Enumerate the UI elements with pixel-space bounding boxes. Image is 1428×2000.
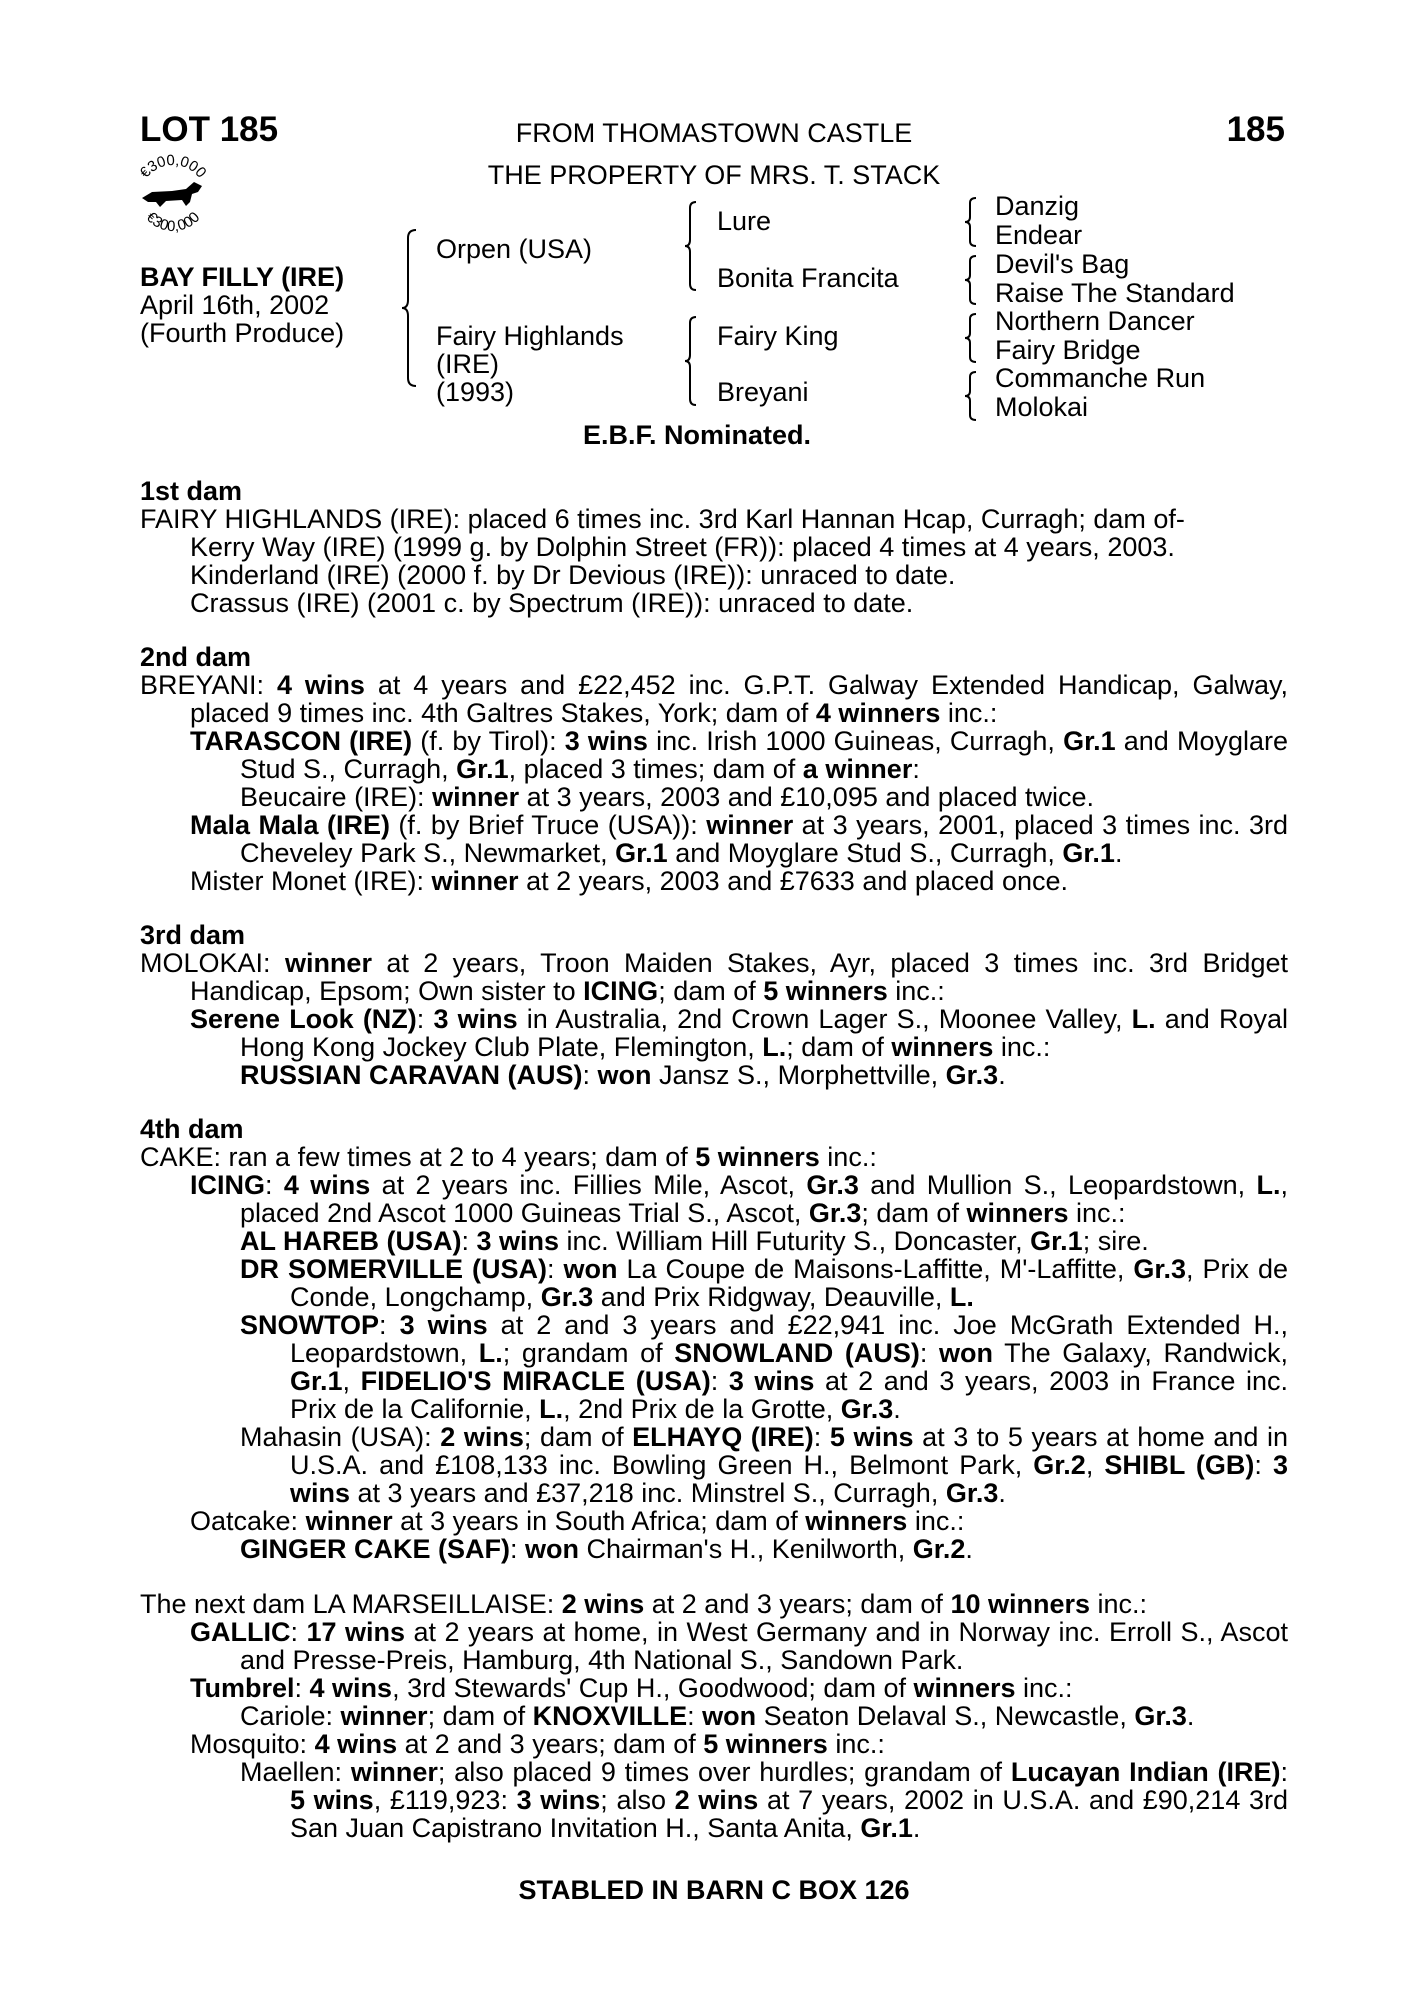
progeny-al-hareb: AL HAREB (USA): 3 wins inc. William Hill Futurity S., Doncaster, Gr.1; sire. [240,1226,1149,1256]
grandsire-1: Lure [717,206,772,236]
first-dam-section [140,477,1288,617]
progeny-3: Crassus (IRE) (2001 c. by Spectrum (IRE)): unraced to date. [190,588,914,618]
horse-produce: (Fourth Produce) [140,318,345,348]
brace-sire-dam [400,228,420,388]
progeny-tarascon: TARASCON (IRE) (f. by Tirol): 3 wins inc. Irish 1000 Guineas, Curragh, Gr.1 and Moyglare Stud S., Curragh, Gr.1, placed 3 times; dam of a winner: [190,726,1289,784]
progeny-ginger-cake: GINGER CAKE (SAF): won Chairman's H., Kenilworth, Gr.2. [240,1534,973,1564]
progeny-mosquito: Mosquito: 4 wins at 2 and 3 years; dam of 5 winners inc.: [190,1729,885,1759]
next-dam-text: The next dam LA MARSEILLAISE: 2 wins at 2 and 3 years; dam of 10 winners inc.: [140,1589,1148,1619]
grandsire-2: Fairy King [717,321,839,351]
horse-name: BAY FILLY (IRE) [140,262,345,292]
brace-fairy-king [963,312,979,364]
brace-bonita [963,254,979,306]
price-seal [128,150,218,240]
second-dam-heading: 2nd dam [140,642,252,672]
progeny-oatcake: Oatcake: winner at 3 years in South Africa; dam of winners inc.: [190,1506,965,1536]
fourth-dam-heading: 4th dam [140,1114,244,1144]
dam-year: (1993) [436,377,515,407]
granddam-1: Bonita Francita [717,263,899,293]
third-dam-text: MOLOKAI: winner at 2 years, Troon Maiden Stakes, Ayr, placed 3 times inc. 3rd Bridget Handicap, Epsom; Own sister to ICING; dam of 5 winners inc.: [140,948,1288,1006]
ancestor-3: Devil's Bag [995,249,1130,279]
next-dam-section [140,1590,1288,1842]
progeny-2: Kinderland (IRE) (2000 f. by Dr Devious (IRE)): unraced to date. [190,560,956,590]
ancestor-8: Molokai [995,392,1089,422]
svg-text:€300,000: €300,000 [136,151,210,182]
third-dam-heading: 3rd dam [140,920,246,950]
second-dam-section [140,643,1288,895]
vendor-property: THE PROPERTY OF MRS. T. STACK [487,160,941,190]
progeny-snowtop: SNOWTOP: 3 wins at 2 and 3 years and £22,941 inc. Joe McGrath Extended H., Leopardstown, L.; grandam of SNOWLAND (AUS): won The Galaxy, Randwick, Gr.1, FIDELIO'S MIRACLE (USA): 3 wins at 2 and 3 years, 2003 in France inc. Prix de la Californie, L., 2nd Prix de la Grotte, Gr.3. [240,1310,1289,1424]
progeny-beucaire: Beucaire (IRE): winner at 3 years, 2003 and £10,095 and placed twice. [240,782,1094,812]
dam-origin: (IRE) [436,349,499,379]
fourth-dam-text: CAKE: ran a few times at 2 to 4 years; dam of 5 winners inc.: [140,1142,877,1172]
vendor-from: FROM THOMASTOWN CASTLE [515,118,913,148]
brace-dam-parents [683,315,699,407]
svg-text:€300,000: €300,000 [142,208,204,236]
ancestor-7: Commanche Run [995,363,1206,393]
progeny-dr-somerville: DR SOMERVILLE (USA): won La Coupe de Maisons-Laffitte, M'-Laffitte, Gr.3, Prix de Conde, Longchamp, Gr.3 and Prix Ridgway, Deauville, L. [240,1254,1288,1312]
stabling-info: STABLED IN BARN C BOX 126 [518,1875,910,1905]
horse-seal-icon [128,150,218,240]
progeny-mister-monet: Mister Monet (IRE): winner at 2 years, 2003 and £7633 and placed once. [190,866,1068,896]
ancestor-6: Fairy Bridge [995,335,1141,365]
first-dam-heading: 1st dam [140,476,243,506]
progeny-mahasin: Mahasin (USA): 2 wins; dam of ELHAYQ (IRE): 5 wins at 3 to 5 years at home and in U.S.A. and £108,133 inc. Bowling Green H., Belmont Park, Gr.2, SHIBL (GB): 3 wins at 3 years and £37,218 inc. Minstrel S., Curragh, Gr.3. [240,1422,1288,1508]
progeny-russian-caravan: RUSSIAN CARAVAN (AUS): won Jansz S., Morphettville, Gr.3. [240,1060,1006,1090]
first-dam-text: FAIRY HIGHLANDS (IRE): placed 6 times inc. 3rd Karl Hannan Hcap, Curragh; dam of- [140,504,1185,534]
progeny-mala-mala: Mala Mala (IRE) (f. by Brief Truce (USA)): winner at 3 years, 2001, placed 3 times inc. 3rd Cheveley Park S., Newmarket, Gr.1 and Moyglare Stud S., Curragh, Gr.1. [190,810,1289,868]
lot-number: 185 [1226,110,1285,149]
second-dam-text: BREYANI: 4 wins at 4 years and £22,452 inc. G.P.T. Galway Extended Handicap, Galway, placed 9 times inc. 4th Galtres Stakes, York; dam of 4 winners inc.: [140,670,1288,728]
dam-name: Fairy Highlands [436,321,624,351]
progeny-1: Kerry Way (IRE) (1999 g. by Dolphin Street (FR)): placed 4 times at 4 years, 2003. [190,532,1175,562]
granddam-2: Breyani [717,377,809,407]
fourth-dam-section [140,1115,1288,1563]
third-dam-section [140,921,1288,1089]
ancestor-2: Endear [995,220,1083,250]
ancestor-4: Raise The Standard [995,278,1235,308]
ancestor-5: Northern Dancer [995,306,1195,336]
progeny-serene-look: Serene Look (NZ): 3 wins in Australia, 2nd Crown Lager S., Moonee Valley, L. and Royal Hong Kong Jockey Club Plate, Flemington, L.; dam of winners inc.: [190,1004,1288,1062]
progeny-icing: ICING: 4 wins at 2 years inc. Fillies Mile, Ascot, Gr.3 and Mullion S., Leopardstown, L., placed 2nd Ascot 1000 Guineas Trial S., Ascot, Gr.3; dam of winners inc.: [190,1170,1288,1228]
ancestor-1: Danzig [995,191,1080,221]
progeny-gallic: GALLIC: 17 wins at 2 years at home, in West Germany and in Norway inc. Erroll S., Ascot and Presse-Preis, Hamburg, 4th National S., Sandown Park. [190,1617,1288,1675]
sire: Orpen (USA) [436,234,593,264]
lot-title: LOT 185 [140,110,279,149]
brace-sire-parents [683,200,699,292]
progeny-maellen: Maellen: winner; also placed 9 times over hurdles; grandam of Lucayan Indian (IRE): 5 wins, £119,923: 3 wins; also 2 wins at 7 years, 2002 in U.S.A. and £90,214 3rd San Juan Capistrano Invitation H., Santa Anita, Gr.1. [240,1757,1289,1843]
brace-breyani [963,370,979,422]
ebf-nominated: E.B.F. Nominated. [583,420,812,450]
horse-foaled: April 16th, 2002 [140,290,330,320]
progeny-cariole: Cariole: winner; dam of KNOXVILLE: won Seaton Delaval S., Newcastle, Gr.3. [240,1701,1195,1731]
progeny-tumbrel: Tumbrel: 4 wins, 3rd Stewards' Cup H., Goodwood; dam of winners inc.: [190,1673,1073,1703]
brace-lure [963,196,979,248]
